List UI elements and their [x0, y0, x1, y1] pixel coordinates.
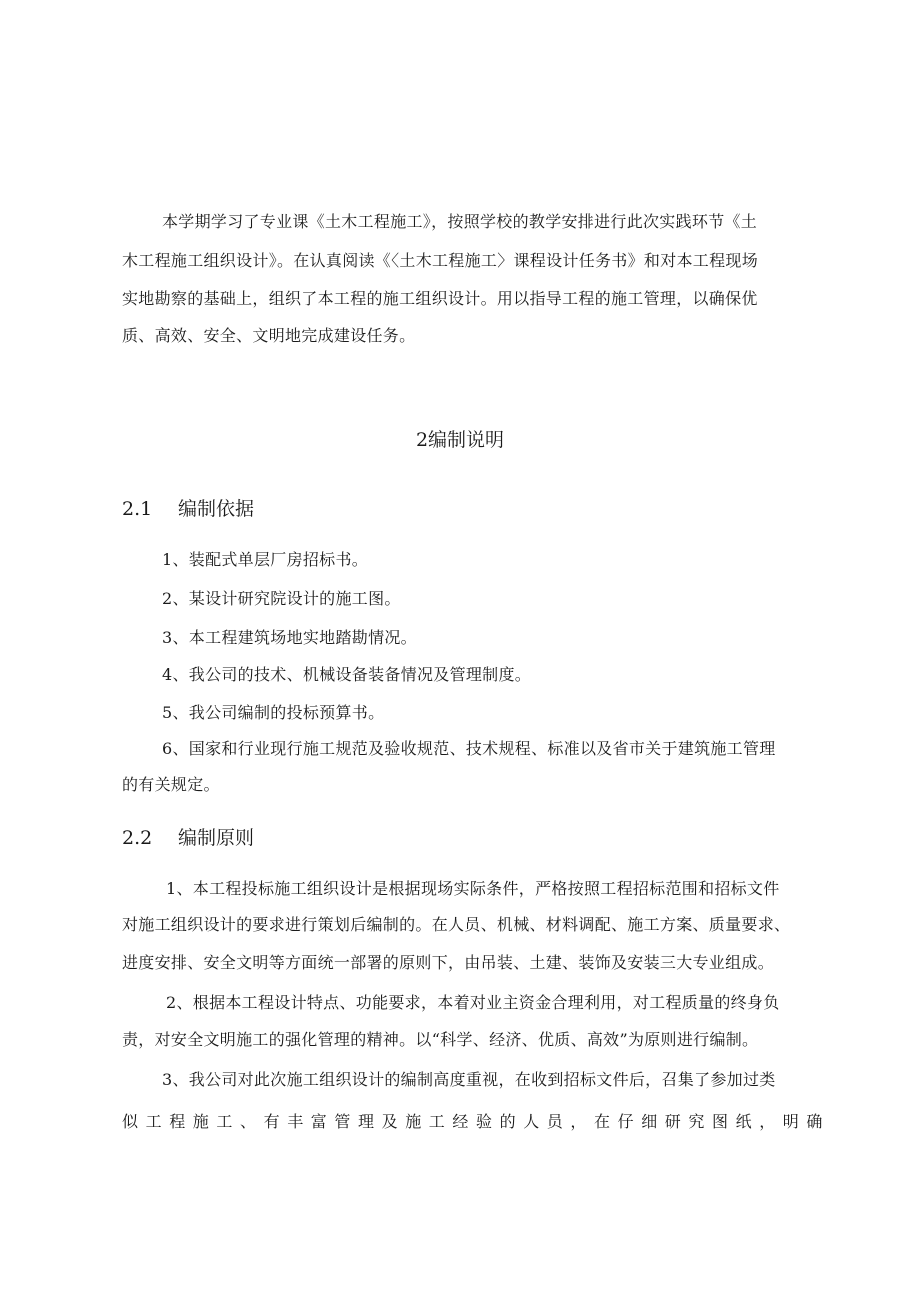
section-2-2-heading: [122, 825, 254, 851]
principle-3-line-2: 似工程施工、有丰富管理及施工经验的人员，在仔细研究图纸，明确: [122, 1112, 831, 1131]
principle-2-line-2: 责，对安全文明施工的强化管理的精神。以“科学、经济、优质、高效”为原则进行编制。: [122, 1030, 759, 1049]
section-2-2-title: 编制原则: [178, 827, 255, 849]
intro-line-4: 质、高效、安全、文明地完成建设任务。: [122, 326, 416, 345]
basis-item-4: 4、我公司的技术、机械设备装备情况及管理制度。: [162, 665, 532, 684]
basis-item-6-line-2: 的有关规定。: [122, 775, 220, 794]
section-2-1-number: 2.1: [122, 498, 153, 520]
section-2-2-number: 2.2: [122, 827, 153, 849]
basis-item-1: 1、装配式单层厂房招标书。: [162, 550, 369, 569]
basis-item-5: 5、我公司编制的投标预算书。: [162, 703, 385, 722]
basis-item-2: 2、某设计研究院设计的施工图。: [162, 589, 401, 608]
intro-line-2: 木工程施工组织设计》。在认真阅读《〈土木工程施工〉课程设计任务书》和对本工程现场: [122, 251, 759, 270]
principle-1-line-3: 进度安排、安全文明等方面统一部署的原则下，由吊装、土建、装饰及安装三大专业组成。: [122, 953, 775, 972]
section-2-1-heading: [122, 496, 254, 522]
section-2-1-title: 编制依据: [178, 498, 255, 520]
principle-1-line-1: 1、本工程投标施工组织设计是根据现场实际条件，严格按照工程招标范围和招标文件: [166, 879, 780, 898]
intro-line-3: 实地勘察的基础上，组织了本工程的施工组织设计。用以指导工程的施工管理，以确保优: [122, 289, 758, 308]
chapter-title: 2编制说明: [415, 429, 505, 451]
principle-1-line-2: 对施工组织设计的要求进行策划后编制的。在人员、机械、材料调配、施工方案、质量要求、: [122, 915, 791, 934]
intro-line-1: 本学期学习了专业课《土木工程施工》，按照学校的教学安排进行此次实践环节《土: [162, 212, 758, 231]
principle-3-line-1: 3、我公司对此次施工组织设计的编制高度重视，在收到招标文件后，召集了参加过类: [162, 1070, 776, 1089]
basis-item-6-line-1: 6、国家和行业现行施工规范及验收规范、技术规程、标准以及省市关于建筑施工管理: [162, 739, 776, 758]
basis-item-3: 3、本工程建筑场地实地踏勘情况。: [162, 628, 417, 647]
principle-2-line-1: 2、根据本工程设计特点、功能要求，本着对业主资金合理利用，对工程质量的终身负: [166, 993, 780, 1012]
